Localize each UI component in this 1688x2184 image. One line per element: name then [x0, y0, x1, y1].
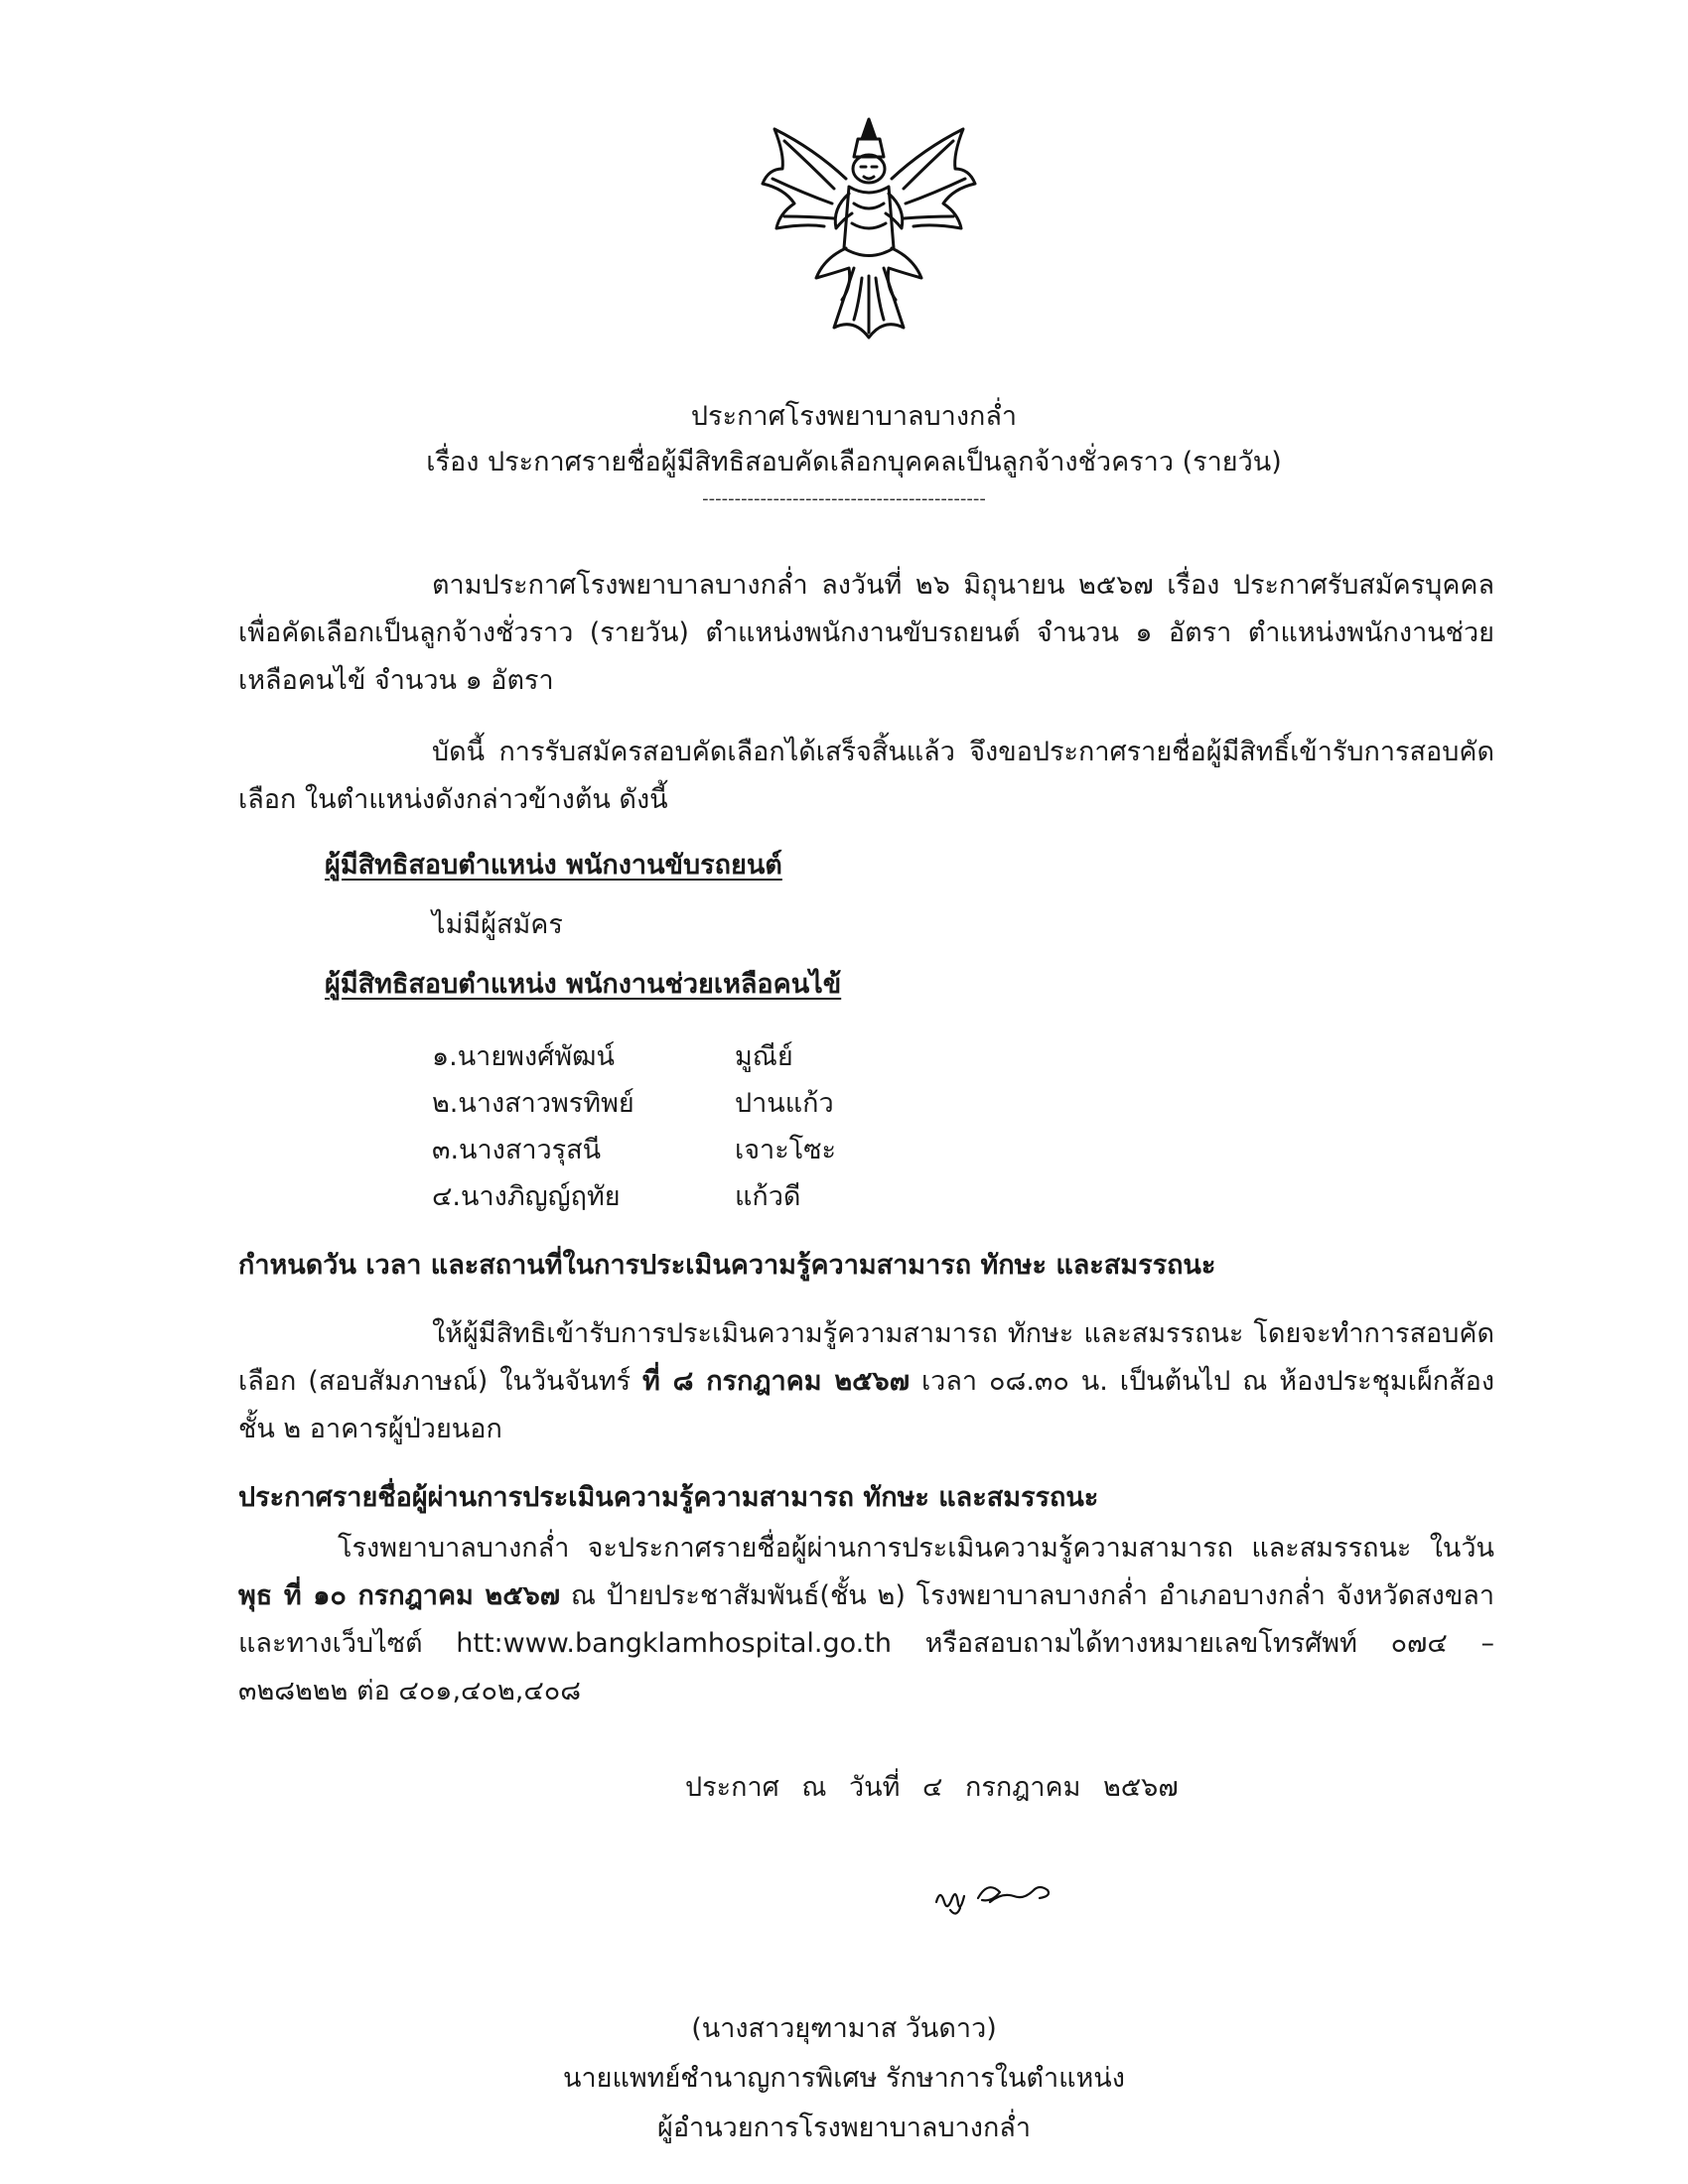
candidate-last-name: มูณีย์ — [735, 1041, 793, 1072]
results-paragraph — [238, 1525, 1494, 1715]
no-applicants-note: ไม่มีผู้สมัคร — [432, 909, 563, 940]
schedule-heading: กำหนดวัน เวลา และสถานที่ในการประเมินความรู้ความสามารถ ทักษะ และสมรรถนะ — [238, 1250, 1216, 1281]
intro-paragraph: ตามประกาศโรงพยาบาลบางกล่ำ ลงวันที่ ๒๖ มิถุนายน ๒๕๖๗ เรื่อง ประกาศรับสมัครบุคคลเพื่อคัดเลือกเป็นลูกจ้างชั่วราว (รายวัน) ตำแหน่งพนักงานขับรถยนต์ จำนวน ๑ อัตรา ตำแหน่งพนักงานช่วยเหลือคนไข้ จำนวน ๑ อัตรา — [238, 570, 1494, 696]
candidate-last-name: แก้วดี — [735, 1181, 801, 1212]
results-heading: ประกาศรายชื่อผู้ผ่านการประเมินความรู้ความสามารถ ทักษะ และสมรรถนะ — [238, 1482, 1099, 1513]
results-text-2: ณ ป้ายประชาสัมพันธ์(ชั้น ๒) โรงพยาบาลบางกล่ำ อำเภอบางกล่ำ จังหวัดสงขลา และทางเว็บไซต์ htt:www.bangklamhospital.go.th หรือสอบถามได้ทางหมายเลขโทรศัพท์ ๐๗๔ – ๓๒๘๒๒๒ ต่อ ๔๐๑,๔๐๒,๔๐๘ — [238, 1580, 1494, 1706]
schedule-text-2: เวลา ๐๘.๓๐ น. เป็นต้นไป ณ ห้องประชุมเผ็กส้อง ชั้น ๒ อาคารผู้ป่วยนอก — [238, 1366, 1495, 1444]
exam-date: ที่ ๘ กรกฎาคม ๒๕๖๗ — [642, 1366, 910, 1397]
garuda-emblem-icon — [755, 109, 983, 347]
candidate-first-name: ๑.นายพงศ์พัฒน์ — [432, 1041, 615, 1072]
results-date: พุธ ที่ ๑๐ กรกฎาคม ๒๕๖๗ — [238, 1580, 561, 1611]
signer-title-2: ผู้อำนวยการโรงพยาบาลบางกล่ำ — [657, 2113, 1031, 2143]
page-title: ประกาศโรงพยาบาลบางกล่ำ — [690, 401, 1018, 432]
divider-line: -------------------------------------------- — [702, 488, 986, 509]
candidate-last-name: ปานแก้ว — [735, 1088, 834, 1119]
signer-name: (นางสาวยุฑามาส วันดาว) — [691, 2013, 997, 2044]
schedule-paragraph — [238, 1310, 1494, 1453]
subject-line: เรื่อง ประกาศรายชื่อผู้มีสิทธิสอบคัดเลือกบุคคลเป็นลูกจ้างชั่วคราว (รายวัน) — [426, 447, 1282, 478]
candidate-first-name: ๓.นางสาวรุสนี — [432, 1135, 602, 1165]
schedule-text-1: ให้ผู้มีสิทธิเข้ารับการประเมินความรู้ความสามารถ ทักษะ และสมรรถนะ โดยจะทำการสอบคัดเลือก (สอบสัมภาษณ์) ในวันจันทร์ — [238, 1318, 1494, 1397]
candidate-last-name: เจาะโซะ — [735, 1135, 837, 1165]
assistant-section-heading: ผู้มีสิทธิสอบตำแหน่ง พนักงานช่วยเหลือคนไข้ — [325, 969, 842, 1000]
candidate-first-name: ๒.นางสาวพรทิพย์ — [432, 1088, 634, 1119]
title-block — [0, 395, 1688, 512]
announcement-dateline: ประกาศ ณ วันที่ ๔ กรกฎาคม ๒๕๖๗ — [685, 1772, 1179, 1803]
signer-title-1: นายแพทย์ชำนาญการพิเศษ รักษาการในตำแหน่ง — [563, 2063, 1125, 2094]
signature-icon — [928, 1866, 1067, 1926]
candidate-first-name: ๔.นางภิญญ์ฤทัย — [432, 1181, 621, 1212]
driver-section-heading: ผู้มีสิทธิสอบตำแหน่ง พนักงานขับรถยนต์ — [325, 850, 782, 881]
announce-paragraph: บัดนี้ การรับสมัครสอบคัดเลือกได้เสร็จสิ้นแล้ว จึงขอประกาศรายชื่อผู้มีสิทธิ์เข้ารับการสอบคัดเลือก ในตำแหน่งดังกล่าวข้างต้น ดังนี้ — [238, 737, 1494, 815]
results-text-1: โรงพยาบาลบางกล่ำ จะประกาศรายชื่อผู้ผ่านการประเมินความรู้ความสามารถ และสมรรถนะ ในวัน — [338, 1533, 1494, 1564]
